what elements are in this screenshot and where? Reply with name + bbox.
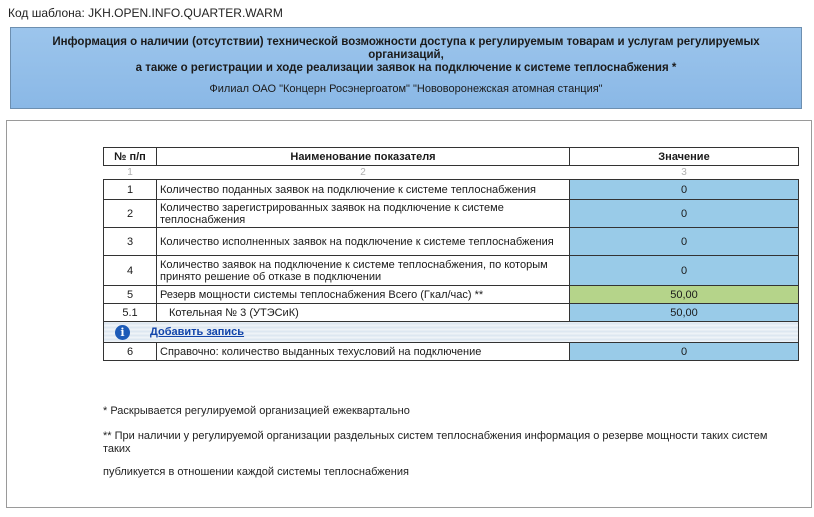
- template-code: Код шаблона: JKH.OPEN.INFO.QUARTER.WARM: [8, 6, 283, 20]
- table-row: [104, 180, 799, 200]
- row-num: 5.1: [104, 304, 157, 322]
- report-title-text: Информация о наличии (отсутствии) технической возможности доступа к регулируемым товарам и услугам регулируемых организаций, а также о регистрации и ходе реализации заявок на подключение к системе теплоснабжения *: [52, 36, 760, 74]
- row-name: Количество поданных заявок на подключение к системе теплоснабжения: [157, 180, 570, 200]
- report-header: [10, 27, 802, 109]
- row-num: 2: [104, 200, 157, 228]
- add-record-wrap: [107, 325, 795, 340]
- column-number: 2: [157, 166, 570, 180]
- footnote: * Раскрывается регулируемой организацией ежеквартально: [103, 405, 410, 417]
- total-value-cell: 50,00: [570, 286, 799, 304]
- header-value: Значение: [570, 148, 799, 166]
- table-row: [104, 256, 799, 286]
- row-name: Резерв мощности системы теплоснабжения Всего (Гкал/час) **: [157, 286, 570, 304]
- add-record-row: [104, 322, 799, 343]
- footnote: ** При наличии у регулируемой организации раздельных систем теплоснабжения информация о резерве мощности таких систем таких: [103, 430, 768, 455]
- column-numbering-row: [104, 166, 799, 180]
- value-cell[interactable]: 0: [570, 228, 799, 256]
- footnotes: [103, 405, 793, 491]
- report-title: [35, 36, 777, 75]
- row-num: 1: [104, 180, 157, 200]
- row-name: Количество заявок на подключение к системе теплоснабжения, по которым принято решение об отказе в подключении: [157, 256, 570, 286]
- indicators-table: [103, 147, 799, 361]
- table-row: [104, 286, 799, 304]
- row-name: Справочно: количество выданных техусловий на подключение: [157, 343, 570, 361]
- form-panel: [6, 120, 812, 508]
- column-number: 1: [104, 166, 157, 180]
- add-record-cell: [104, 322, 799, 343]
- value-cell[interactable]: 50,00: [570, 304, 799, 322]
- info-icon: i: [115, 325, 130, 340]
- row-name: Количество исполненных заявок на подключение к системе теплоснабжения: [157, 228, 570, 256]
- row-num: 6: [104, 343, 157, 361]
- organization-name: Филиал ОАО "Концерн Росэнергоатом" "Нововоронежская атомная станция": [209, 83, 603, 95]
- header-name: Наименование показателя: [157, 148, 570, 166]
- value-cell[interactable]: 0: [570, 200, 799, 228]
- row-name: Количество зарегистрированных заявок на подключение к системе теплоснабжения: [157, 200, 570, 228]
- table-header-row: [104, 148, 799, 166]
- row-num: 3: [104, 228, 157, 256]
- column-number: 3: [570, 166, 799, 180]
- add-record-link[interactable]: Добавить запись: [150, 326, 245, 338]
- table-row: [104, 228, 799, 256]
- row-num: 5: [104, 286, 157, 304]
- table-row: [104, 343, 799, 361]
- table-row: [104, 304, 799, 322]
- row-name: Котельная № 3 (УТЭСиК): [157, 304, 570, 322]
- footnote: публикуется в отношении каждой системы теплоснабжения: [103, 466, 409, 478]
- value-cell[interactable]: 0: [570, 256, 799, 286]
- header-num: № п/п: [104, 148, 157, 166]
- value-cell[interactable]: 0: [570, 343, 799, 361]
- value-cell[interactable]: 0: [570, 180, 799, 200]
- table-row: [104, 200, 799, 228]
- row-num: 4: [104, 256, 157, 286]
